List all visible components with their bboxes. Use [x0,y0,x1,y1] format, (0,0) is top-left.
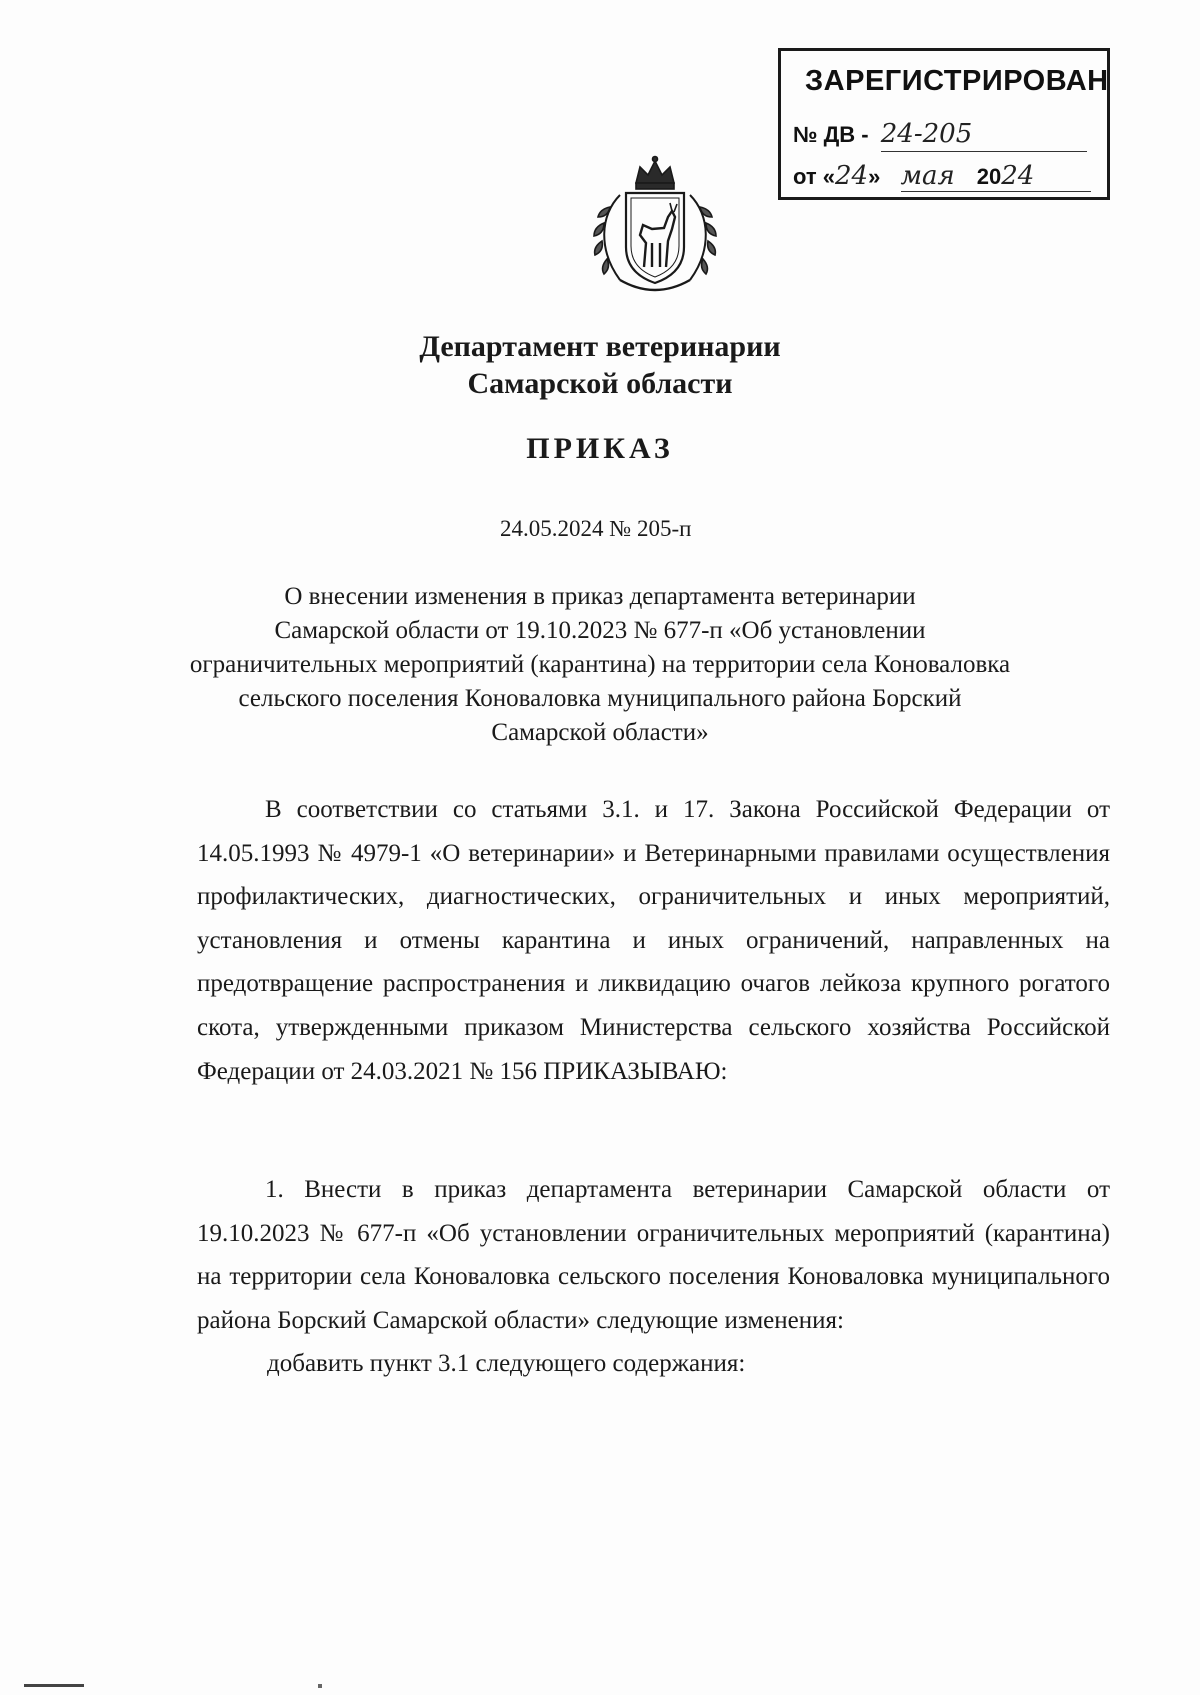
stamp-date-sep: » [868,164,881,189]
subject-line4: сельского поселения Коноваловка муниципального района Борский [238,685,962,712]
stamp-date-prefix: от « [793,164,836,189]
stamp-number-handwritten: 24-205 [880,119,973,149]
stamp-date-day: 24 [835,161,869,191]
document-subject [0,580,1200,750]
subject-line2: Самарской области от 19.10.2023 № 677-п «Об установлении [274,617,926,644]
coat-of-arms-emblem [580,155,730,300]
body-paragraph-amendment [197,1342,1110,1386]
stamp-date-year-prefix: 20 [976,164,1002,189]
subject-line5: Самарской области» [491,719,709,746]
scan-edge-mark [24,1684,84,1687]
stamp-date-month: мая [900,161,955,191]
stamp-number-prefix: № ДВ - [793,122,869,147]
org-name-line2: Самарской области [467,367,733,400]
stamp-date-underline [901,191,1091,192]
document-type: ПРИКАЗ [526,432,674,465]
organization-name [0,328,1200,402]
item1-text: 1. Внести в приказ департамента ветеринарии Самарской области от 19.10.2023 № 677-п «Об установлении ограничительных мероприятий (карантина) на территории села Коноваловка сельского поселения Коноваловка муниципального района Борский Самарской области» следующие изменения: [197,1176,1110,1334]
scan-dot [318,1684,322,1688]
stamp-date-year-suffix: 24 [1001,161,1035,191]
amendment-text: добавить пункт 3.1 следующего содержания: [267,1350,746,1377]
registration-stamp [778,48,1110,200]
body-paragraph-item1 [197,1168,1110,1342]
subject-line1: О внесении изменения в приказ департамента ветеринарии [284,583,916,610]
stamp-date-line [793,161,1034,191]
preamble-text: В соответствии со статьями 3.1. и 17. Закона Российской Федерации от 14.05.1993 № 4979-1 «О ветеринарии» и Ветеринарными правилами осуществления профилактических, диагностических, ограничительных и иных мероприятий, установления и отмены карантина и иных ограничений, направленных на предотвращение распространения и ликвидацию очагов лейкоза крупного рогатого скота, утвержденными приказом Министерства сельского хозяйства Российской Федерации от 24.03.2021 № 156 ПРИКАЗЫВАЮ: [197,796,1110,1085]
stamp-title: ЗАРЕГИСТРИРОВАН [805,65,1109,97]
stamp-number-underline [881,151,1087,152]
body-paragraph-preamble [197,788,1110,1093]
org-name-line1: Департамент ветеринарии [419,330,781,363]
subject-line3: ограничительных мероприятий (карантина) на территории села Коноваловка [189,651,1011,678]
stamp-number-line [793,119,972,149]
document-date-number: 24.05.2024 № 205-п [500,516,692,541]
